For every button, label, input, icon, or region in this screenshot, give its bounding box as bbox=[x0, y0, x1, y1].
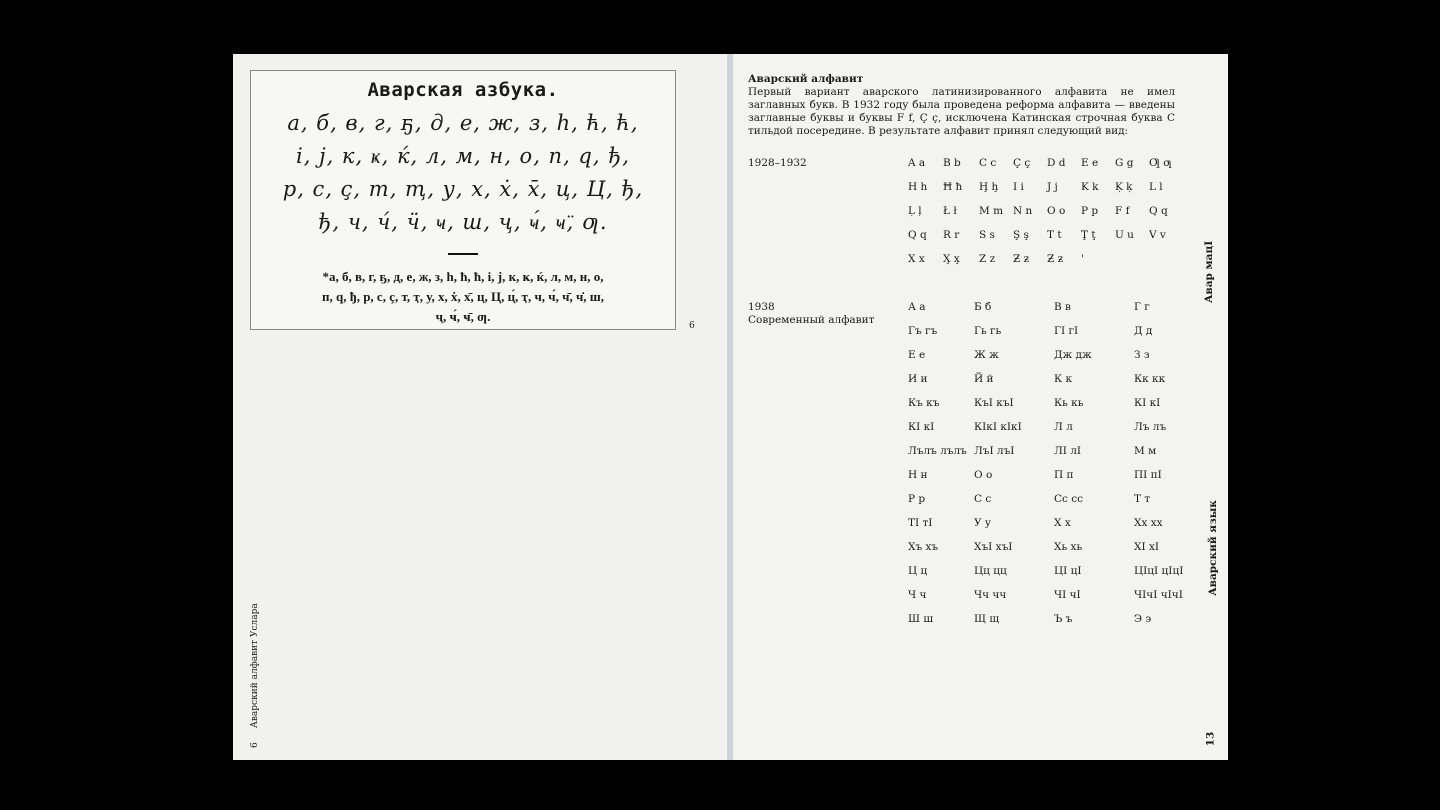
letter-cell: Чч чч bbox=[974, 589, 1007, 601]
plate-title: Аварская азбука. bbox=[367, 79, 559, 101]
letter-cell: ЧI чI bbox=[1054, 589, 1081, 601]
letter-cell: P p bbox=[1081, 205, 1099, 217]
letter-cell: Щ щ bbox=[974, 613, 1000, 625]
letter-cell: Къ къ bbox=[908, 397, 940, 409]
footer-title: Аварский алфавит Услара bbox=[250, 603, 260, 728]
letter-cell: Цц цц bbox=[974, 565, 1007, 577]
footer-page-number: 6 bbox=[250, 742, 260, 748]
letter-cell: О о bbox=[974, 469, 993, 481]
letter-cell: C c bbox=[979, 157, 997, 169]
letter-cell: Хь хь bbox=[1054, 541, 1083, 553]
letter-cell: Ç ç bbox=[1013, 157, 1031, 169]
print-row: ҷ, ҹ́, ҹ̄, ƣ. bbox=[435, 309, 491, 324]
letter-cell: Гъ гъ bbox=[908, 325, 938, 337]
letter-cell: Л л bbox=[1054, 421, 1073, 433]
letter-cell: Хъ хъ bbox=[908, 541, 939, 553]
letter-cell: O o bbox=[1047, 205, 1066, 217]
letter-cell: Хх хх bbox=[1134, 517, 1163, 529]
letter-cell: X x bbox=[908, 253, 925, 265]
letter-cell: Дж дж bbox=[1054, 349, 1092, 361]
print-row: п, q, ђ, р, с, ҫ, т, ҭ, у, х, ẋ, х̄, ц, Ц, ц́, ҭ, ч, ч́, ч̄, ч̇, ш, bbox=[322, 289, 604, 304]
letter-cell: Ţ ţ bbox=[1081, 229, 1096, 241]
intro-paragraph: Первый вариант аварского латинизированного алфавита не имел заглавных букв. В 1932 году была проведена реформа алфавита — введены заглавные буквы и буквы F f, Ç ç, исключена Катинская строчная буква C тильдой посередине. В результате алфавит принял следующий вид: bbox=[748, 86, 1175, 137]
letter-cell: D d bbox=[1047, 157, 1066, 169]
letter-cell: Р р bbox=[908, 493, 926, 505]
letter-cell: ЧIчI чIчI bbox=[1134, 589, 1183, 601]
letter-cell: Ķ ķ bbox=[1115, 181, 1133, 193]
letter-cell: ЦI цI bbox=[1054, 565, 1082, 577]
letter-cell: Q q bbox=[1149, 205, 1168, 217]
letter-cell: П п bbox=[1054, 469, 1074, 481]
letter-cell: Сс сс bbox=[1054, 493, 1084, 505]
letter-cell: ЦIцI цIцI bbox=[1134, 565, 1184, 577]
cyrillic-name: Современный алфавит bbox=[748, 314, 875, 326]
letter-cell: V v bbox=[1149, 229, 1166, 241]
letter-cell: ХъI хъI bbox=[974, 541, 1013, 553]
letter-cell: F f bbox=[1115, 205, 1130, 217]
avar-alphabet-plate bbox=[250, 70, 676, 330]
letter-cell: А а bbox=[908, 301, 926, 313]
letter-cell: Д д bbox=[1134, 325, 1153, 337]
letter-cell: К к bbox=[1054, 373, 1073, 385]
letter-cell: Ļ ļ bbox=[908, 205, 922, 217]
letter-cell: Гь гь bbox=[974, 325, 1002, 337]
letter-cell: Кь кь bbox=[1054, 397, 1084, 409]
section-heading: Аварский алфавит bbox=[748, 73, 864, 85]
plate-page-number: 6 bbox=[689, 321, 695, 331]
letter-cell: Ł ł bbox=[943, 205, 957, 217]
letter-cell: Z z bbox=[979, 253, 996, 265]
letter-cell: Х̧ х̧ bbox=[943, 253, 960, 265]
letter-cell: И и bbox=[908, 373, 928, 385]
letter-cell: E e bbox=[1081, 157, 1099, 169]
left-page bbox=[233, 54, 727, 760]
left-footer bbox=[250, 603, 260, 748]
letter-cell: ЛI лI bbox=[1054, 445, 1082, 457]
letter-cell: Q q bbox=[908, 229, 927, 241]
print-row: *а, б, в, г, ҕ, д, е, ж, з, һ, ћ, ћ, і, j, к, ҝ, ќ, л, м, н, о, bbox=[322, 269, 604, 284]
letter-cell: КI кI bbox=[908, 421, 935, 433]
latin-label: 1928–1932 bbox=[748, 157, 807, 169]
letter-cell: Ḩ ḩ bbox=[979, 181, 999, 193]
letter-cell: S s bbox=[979, 229, 995, 241]
script-row: а, б, в, г, ҕ, д, е, ж, з, һ, ћ, ћ, bbox=[287, 111, 639, 135]
cyrillic-label bbox=[748, 301, 874, 327]
letter-cell: Б б bbox=[974, 301, 992, 313]
letter-cell: Кк кк bbox=[1134, 373, 1166, 385]
letter-cell: R r bbox=[943, 229, 960, 241]
letter-cell: Т т bbox=[1134, 493, 1151, 505]
letter-cell: L l bbox=[1149, 181, 1163, 193]
script-row: і, ј, к, ҝ, ќ, л, м, н, о, п, ԛ, ђ, bbox=[296, 144, 630, 168]
divider bbox=[448, 253, 478, 255]
letter-cell: С с bbox=[974, 493, 992, 505]
letter-cell: J j bbox=[1047, 181, 1058, 193]
letter-cell: ЛъI лъI bbox=[974, 445, 1015, 457]
letter-cell: ХI хI bbox=[1134, 541, 1160, 553]
cyrillic-year: 1938 bbox=[748, 301, 775, 313]
letter-cell: Лълъ лълъ bbox=[908, 445, 967, 457]
letter-cell: З з bbox=[1134, 349, 1150, 361]
letter-cell: ГI гI bbox=[1054, 325, 1079, 337]
letter-cell: I i bbox=[1013, 181, 1024, 193]
letter-cell: Ц ц bbox=[908, 565, 928, 577]
letter-cell: Ъ ъ bbox=[1054, 613, 1073, 625]
letter-cell: K k bbox=[1081, 181, 1099, 193]
letter-cell: A a bbox=[908, 157, 926, 169]
letter-cell: Е е bbox=[908, 349, 926, 361]
letter-cell: ПI пI bbox=[1134, 469, 1162, 481]
letter-cell: Ч ч bbox=[908, 589, 927, 601]
letter-cell: U u bbox=[1115, 229, 1134, 241]
script-letters bbox=[251, 107, 675, 239]
letter-cell: Г г bbox=[1134, 301, 1150, 313]
letter-cell: M m bbox=[979, 205, 1004, 217]
letter-cell: Ħ ħ bbox=[943, 181, 963, 193]
letter-cell: B b bbox=[943, 157, 961, 169]
letter-cell: КI кI bbox=[1134, 397, 1161, 409]
letter-cell: ' bbox=[1081, 253, 1084, 265]
letter-cell: У у bbox=[974, 517, 992, 529]
letter-cell: H h bbox=[908, 181, 928, 193]
letter-cell: В в bbox=[1054, 301, 1071, 313]
side-title-top: Авар мацI bbox=[1203, 240, 1216, 304]
letter-cell: КIкI кIкI bbox=[974, 421, 1022, 433]
letter-cell: Ƶ ƶ bbox=[1047, 253, 1064, 265]
letter-cell: Ж ж bbox=[974, 349, 999, 361]
script-row: р, с, ҫ, т, ҭ, у, х, ẋ, х̄, ц, Ц, ђ, bbox=[282, 177, 644, 201]
script-row: ђ, ч, ч́, ӵ, ҹ, ш, ҷ, ҹ́, ҹ̈, ƣ. bbox=[318, 210, 608, 234]
side-title-bottom: Аварский язык bbox=[1206, 500, 1219, 596]
letter-cell: Н н bbox=[908, 469, 928, 481]
letter-cell: Лъ лъ bbox=[1134, 421, 1167, 433]
letter-cell: Ƶ ƶ bbox=[1013, 253, 1030, 265]
letter-cell: G g bbox=[1115, 157, 1134, 169]
letter-cell: T t bbox=[1047, 229, 1062, 241]
letter-cell: КъI къI bbox=[974, 397, 1014, 409]
page-number: 13 bbox=[1204, 731, 1217, 747]
letter-cell: Ш ш bbox=[908, 613, 934, 625]
letter-cell: Э э bbox=[1134, 613, 1152, 625]
letter-cell: Ş ş bbox=[1013, 229, 1029, 241]
right-page bbox=[733, 54, 1228, 760]
letter-cell: М м bbox=[1134, 445, 1157, 457]
letter-cell: Й й bbox=[974, 373, 994, 385]
letter-cell: N n bbox=[1013, 205, 1033, 217]
letter-cell: Ƣ ƣ bbox=[1149, 157, 1172, 169]
letter-cell: ТI тI bbox=[908, 517, 933, 529]
letter-cell: Х х bbox=[1054, 517, 1071, 529]
